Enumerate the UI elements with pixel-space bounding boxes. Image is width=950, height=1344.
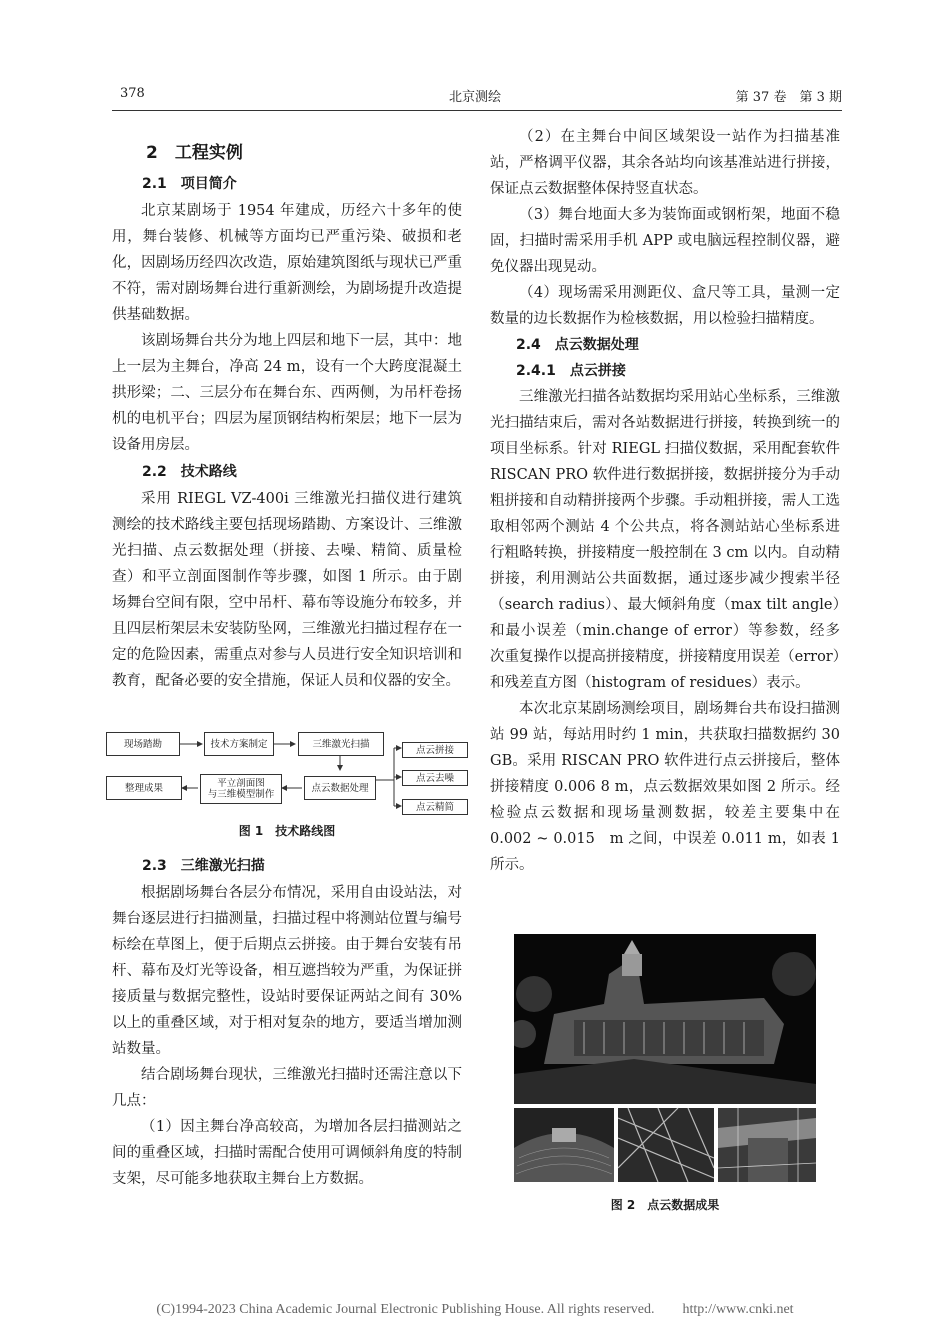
s23-title: 2.3 三维激光扫描 bbox=[142, 858, 265, 874]
journal-name: 北京测绘 bbox=[448, 90, 501, 105]
pointcloud-thumb-interior bbox=[718, 1108, 816, 1182]
box-result: 整理成果 bbox=[106, 776, 182, 800]
auditorium-render bbox=[514, 1108, 614, 1182]
fig2-caption: 图 2 点云数据成果 bbox=[610, 1198, 720, 1212]
box-simplify: 点云精简 bbox=[402, 799, 468, 815]
paragraph: 本次北京某剧场测绘项目，剧场舞台共布设扫描测站 99 站，每站用时约 1 min，共获取扫描数据约 30 GB。采用 RISCAN PRO 软件进行点云拼接后，整体拼接精度 0.006 8 m，点云数据效果如图 2 所示。经检验点云数据和现场量测数据，较差主要集中在 0.002 ~ 0.015 m 之间，中误差 0.011 m，如表 1 所示。 bbox=[490, 701, 840, 873]
box-scan: 三维激光扫描 bbox=[298, 732, 384, 756]
s21-title: 2.1 项目简介 bbox=[142, 176, 237, 192]
box-drawing: 平立剖面图 与三维模型制作 bbox=[200, 774, 282, 804]
pointcloud-main-image bbox=[514, 934, 816, 1104]
left-column bbox=[112, 136, 462, 694]
pointcloud-thumb-truss bbox=[618, 1108, 714, 1182]
paragraph: （3）舞台地面大多为装饰面或钢桁架，地面不稳固，扫描时需采用手机 APP 或电脑远程控制仪器，避免仪器出现晃动。 bbox=[490, 207, 840, 275]
figure-1 bbox=[104, 726, 474, 816]
fig1-caption: 图 1 技术路线图 bbox=[238, 824, 336, 838]
paragraph: 北京某剧场于 1954 年建成，历经六十多年的使用，舞台装修、机械等方面均已严重污染、破损和老化，因剧场历经四次改造，原始建筑图纸与现状已严重不符，需对剧场舞台进行重新测绘，为剧场提升改造提供基础数据。 bbox=[112, 203, 462, 323]
paragraph: （2）在主舞台中间区域架设一站作为扫描基准站，严格调平仪器，其余各站均向该基准站进行拼接，保证点云数据整体保持竖直状态。 bbox=[490, 129, 840, 197]
box-plan: 技术方案制定 bbox=[204, 732, 274, 756]
truss-render bbox=[618, 1108, 714, 1182]
s22-title: 2.2 技术路线 bbox=[142, 464, 237, 480]
s24-title: 2.4 点云数据处理 bbox=[516, 337, 639, 353]
paragraph: 采用 RIEGL VZ-400i 三维激光扫描仪进行建筑测绘的技术路线主要包括现场踏勘、方案设计、三维激光扫描、点云数据处理（拼接、去噪、精简、质量检查）和平立剖面图制作等步骤，如图 1 所示。由于剧场舞台空间有限，空中吊杆、幕布等设施分布较多，并且四层桁架层未安装防坠网，三维激光扫描过程存在一定的危险因素，需重点对参与人员进行安全知识培训和教育，配备必要的安全措施，保证人员和仪器的安全。 bbox=[112, 491, 462, 689]
paragraph: 三维激光扫描各站数据均采用站心坐标系，三维激光扫描结束后，需对各站数据进行拼接，转换到统一的项目坐标系。针对 RIEGL 扫描仪数据，采用配套软件 RISCAN PRO 软件进行数据拼接，数据拼接分为手动粗拼接和自动精拼接两个步骤。手动粗拼接，需人工选取相邻两个测站 4 个公共点，将各测站站心坐标系进行粗略转换，拼接精度一般控制在 3 cm 以内。自动精拼接，利用测站公共面数据，通过逐步减少搜索半径（search radius）、最大倾斜角度（max tilt angle）和最小误差（min.change of error）等参数，经多次重复操作以提高拼接精度，拼接精度用误差（error）和残差直方图（histogram of residues）表示。 bbox=[490, 389, 840, 691]
box-denoise: 点云去噪 bbox=[402, 770, 468, 786]
box-register: 点云拼接 bbox=[402, 742, 468, 758]
pointcloud-building-render bbox=[514, 934, 816, 1104]
right-column bbox=[490, 124, 840, 878]
page-number: 378 bbox=[120, 86, 145, 101]
paragraph: （1）因主舞台净高较高，为增加各层扫描测站之间的重叠区域，扫描时需配合使用可调倾斜角度的特制支架，尽可能多地获取主舞台上方数据。 bbox=[112, 1119, 462, 1187]
paragraph: 该剧场舞台共分为地上四层和地下一层，其中：地上一层为主舞台，净高 24 m，设有一个大跨度混凝土拱形梁；二、三层分布在舞台东、西两侧，为吊杆卷扬机的电机平台；四层为屋顶钢结构桁架层；地下一层为设备用房层。 bbox=[112, 333, 462, 453]
paragraph: 结合剧场舞台现状，三维激光扫描时还需注意以下几点： bbox=[112, 1067, 462, 1109]
box-survey: 现场踏勘 bbox=[106, 732, 180, 756]
paragraph: （4）现场需采用测距仪、盒尺等工具，量测一定数量的边长数据作为检核数据，用以检验扫描精度。 bbox=[490, 285, 840, 327]
header-rule bbox=[112, 110, 842, 111]
left-column-lower bbox=[112, 852, 462, 1192]
interior-render bbox=[718, 1108, 816, 1182]
s241-title: 2.4.1 点云拼接 bbox=[516, 363, 626, 379]
box-process: 点云数据处理 bbox=[304, 776, 376, 800]
copyright-footer: (C)1994-2023 China Academic Journal Electronic Publishing House. All rights reserved. http://www.cnki.net bbox=[156, 1302, 794, 1317]
paragraph: 根据剧场舞台各层分布情况，采用自由设站法，对舞台逐层进行扫描测量，扫描过程中将测站位置与编号标绘在草图上，便于后期点云拼接。由于舞台安装有吊杆、幕布及灯光等设备，相互遮挡较为严重，为保证拼接质量与数据完整性，设站时要保证两站之间有 30% 以上的重叠区域，对于相对复杂的地方，要适当增加测站数量。 bbox=[112, 885, 462, 1057]
pointcloud-thumb-auditorium bbox=[514, 1108, 614, 1182]
section-title: 2 工程实例 bbox=[146, 143, 243, 163]
issue-info: 第 37 卷 第 3 期 bbox=[735, 90, 842, 105]
